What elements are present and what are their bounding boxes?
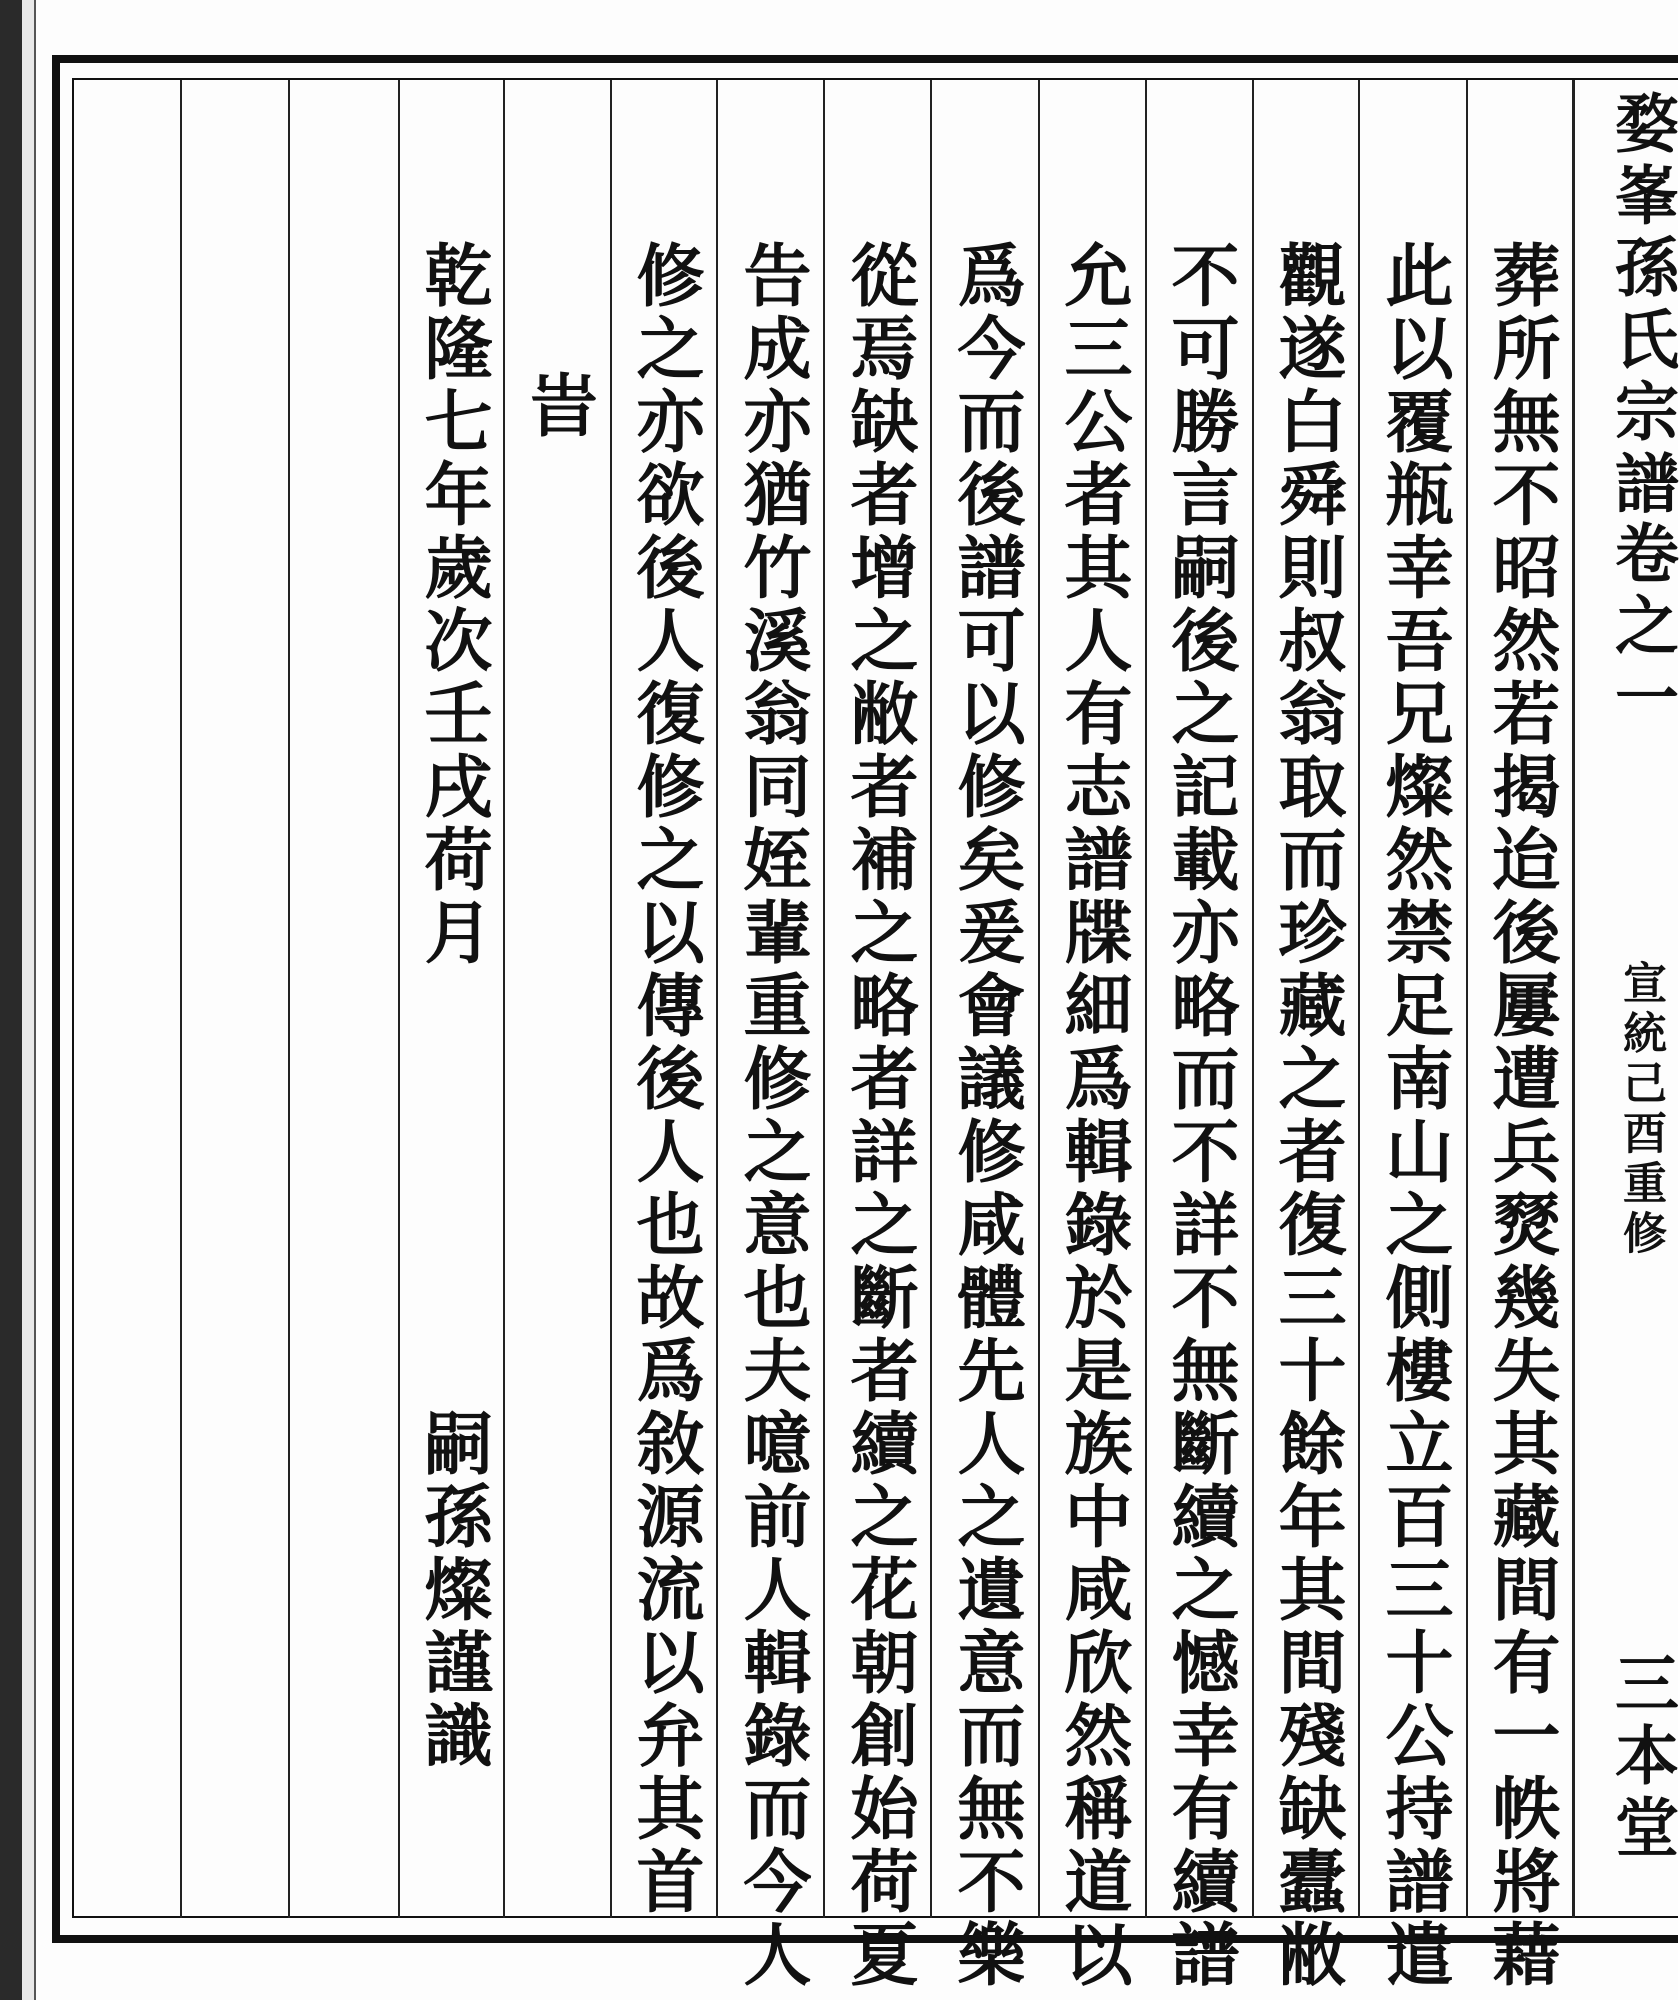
column-rule xyxy=(503,80,505,1918)
column-rule xyxy=(288,80,290,1918)
book-spine xyxy=(0,0,22,2000)
margin-hall-name: 三本堂 xyxy=(1604,1650,1679,1866)
text-column-4: 不可勝言嗣後之記載亦略而不詳不無斷續之憾幸有續譜 xyxy=(1160,240,1240,1992)
margin-title: 婺峯孫氏宗譜 xyxy=(1604,90,1679,522)
text-column-9: 修之亦欲後人復修之以傳後人也故爲敘源流以弁其首 xyxy=(625,240,705,1919)
column-rule xyxy=(1358,80,1360,1918)
column-rule xyxy=(398,80,400,1918)
column-rule xyxy=(930,80,932,1918)
column-rule xyxy=(823,80,825,1918)
margin-edition-note: 宣統己酉重修 xyxy=(1615,960,1666,1260)
column-rule xyxy=(1252,80,1254,1918)
column-rule xyxy=(1572,80,1575,1918)
text-column-5: 允三公者其人有志譜牒細爲輯錄於是族中咸欣然稱道以 xyxy=(1053,240,1133,1992)
text-column-3: 觀遂白舜則叔翁取而珍藏之者復三十餘年其間殘缺蠹敝 xyxy=(1267,240,1347,1992)
text-column-date-signature: 乾隆七年歲次壬戌荷月 嗣孫燦謹識 xyxy=(413,240,493,1773)
text-column-time-marker: 旹 xyxy=(518,370,598,443)
text-column-7: 從焉缺者增之敝者補之略者詳之斷者續之花朝創始荷夏 xyxy=(839,240,919,1992)
margin-volume: 卷之一 xyxy=(1604,520,1679,736)
text-column-6: 爲今而後譜可以修矣爰會議修咸體先人之遺意而無不樂 xyxy=(946,240,1026,1992)
text-column-8: 告成亦猶竹溪翁同姪輩重修之意也夫噫前人輯錄而今人 xyxy=(732,240,812,1992)
column-rule xyxy=(716,80,718,1918)
column-rule xyxy=(1145,80,1147,1918)
text-column-1: 葬所無不昭然若揭迨後屢遭兵燹幾失其藏間有一帙將藉 xyxy=(1481,240,1561,1992)
column-rule xyxy=(610,80,612,1918)
column-rule xyxy=(1466,80,1468,1918)
book-spine-edge xyxy=(22,0,36,2000)
text-column-2: 此以覆瓶幸吾兄燦然禁足南山之側樓立百三十公持譜遣 xyxy=(1374,240,1454,1992)
column-rule xyxy=(180,80,182,1918)
column-rule xyxy=(1038,80,1040,1918)
